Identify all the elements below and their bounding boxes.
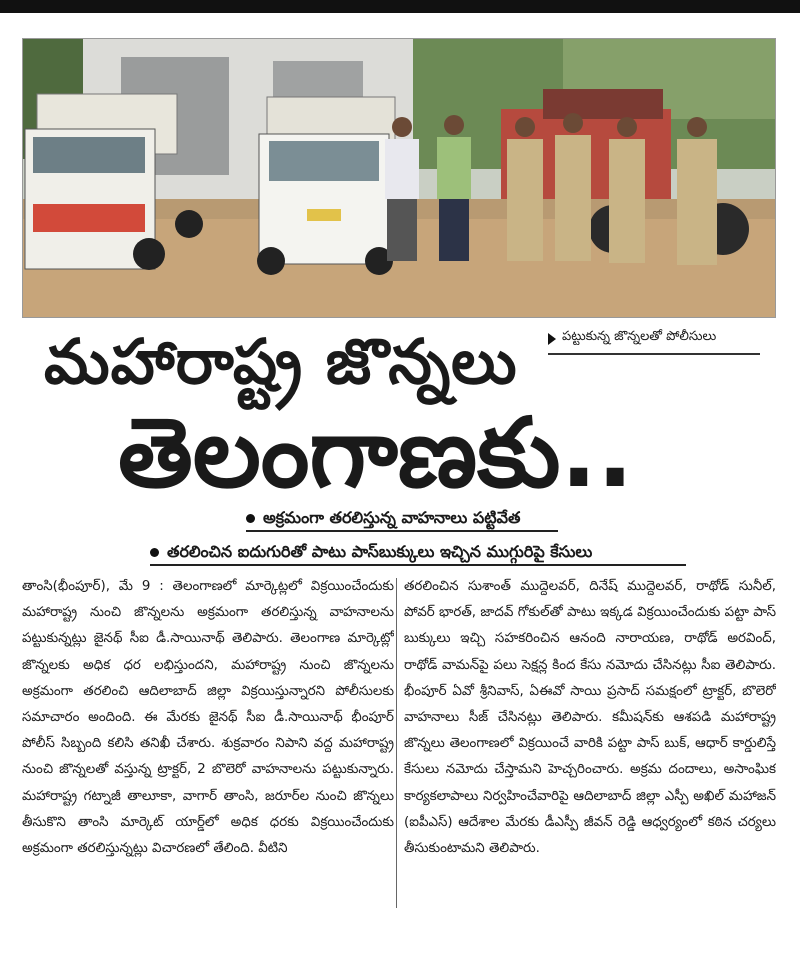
- article-left-text: తాంసి(భీంపూర్), మే 9 : తెలంగాణలో మార్కెట్లలో విక్రయించేందుకు మహారాష్ట్ర నుంచి జొన్నలను అక్రమంగా తరలిస్తున్న వాహనాలను పట్టుకున్నట్లు జైనథ్ సీఐ డీ.సాయినాథ్ తెలిపారు. తెలంగాణ మార్కెట్లో జొన్నలకు అధిక ధర లభిస్తుందని, మహారాష్ట్ర నుంచి జొన్నలను అక్రమంగా తరలించి ఆదిలాబాద్ జిల్లా విక్రయిస్తున్నారని పోలీసులకు సమాచారం అందింది. ఈ మేరకు జైనథ్ సీఐ డీ.సాయినాథ్ భీంపూర్ పోలీస్ సిబ్బంది కలిసి తనిఖీ చేశారు. శుక్రవారం నిపాని వద్ద మహారాష్ట్ర నుంచి జొన్నలతో వస్తున్న ట్రాక్టర్, 2 బొలెరో వాహనాలను పట్టుకున్నారు. మహారాష్ట్ర గట్నాజీ తాలూకా, వాగార్ తాంసి, జరూర్‌ల నుంచి జొన్నలు తీసుకొని తాంసి మార్కెట్ యార్డ్‌లో అధిక ధరకు విక్రయించేందుకు అక్రమంగా తరలిస్తున్నట్లు విచారణలో తేలింది. వీటిని: [22, 579, 394, 857]
- article-column-left: [22, 574, 394, 914]
- subhead-1-text: అక్రమంగా తరలిస్తున్న వాహనాలు పట్టివేత: [263, 508, 521, 527]
- subhead-1: [246, 508, 520, 531]
- headline-line-2: తెలంగాణకు..: [118, 397, 634, 509]
- photo-caption: [548, 325, 760, 355]
- article-right-text: తరలించిన సుశాంత్ ముద్దెలవర్, దినేష్ ముద్దెలవర్, రాథోడ్ సునీల్, పోవర్ భారత్, జాదవ్ గోకుల్‌తో పాటు ఇక్కడ విక్రయించేందుకు పట్టా పాస్ బుక్కులు ఇచ్చి సహకరించిన ఆనంది నారాయణ, రాథోడ్ అరవింద్, రాథోడ్ వామన్‌పై పలు సెక్షన్ల కింద కేసు నమోదు చేసినట్లు సీఐ తెలిపారు. భీంపూర్ ఏవో శ్రీనివాస్, ఏఈవో సాయి ప్రసాద్ సమక్షంలో ట్రాక్టర్, బొలెరో వాహనాలు సీజ్ చేసినట్లు తెలిపారు. కమీషన్‌కు ఆశపడి మహారాష్ట్ర జొన్నలు తెలంగాణలో విక్రయించే వారికి పట్టా పాస్ బుక్, ఆధార్ కార్డులిస్తే కేసులు నమోదు చేస్తామని హెచ్చరించారు. అక్రమ దందాలు, అసాంఘిక కార్యకలాపాలు నిర్వహించేవారిపై ఆదిలాబాద్ జిల్లా ఎస్పీ అఖిల్ మహాజన్ (ఐపీఎస్) ఆదేశాల మేరకు డీఎస్పీ జీవన్ రెడ్డి ఆధ్వర్యంలో కఠిన చర్యలు తీసుకుంటామని తెలిపారు.: [404, 579, 776, 857]
- column-divider: [396, 578, 397, 908]
- bullet-icon: [150, 548, 159, 557]
- news-photo: [22, 38, 776, 318]
- bullet-icon: [246, 514, 255, 523]
- subhead-2-text: తరలించిన ఐదుగురితో పాటు పాస్‌బుక్కులు ఇచ్చిన ముగ్గురిపై కేసులు: [167, 542, 593, 561]
- photo-caption-text: పట్టుకున్న జొన్నలతో పోలీసులు: [562, 329, 717, 344]
- subhead-2: [150, 542, 592, 565]
- subhead-1-underline: [246, 530, 558, 532]
- subhead-2-underline: [150, 564, 686, 566]
- article-column-right: [404, 574, 776, 914]
- photo-illustration: [23, 39, 775, 317]
- top-rule: [0, 0, 800, 13]
- headline-line-1: మహారాష్ట్ర జొన్నలు: [44, 325, 518, 398]
- caption-arrow-icon: [548, 333, 556, 345]
